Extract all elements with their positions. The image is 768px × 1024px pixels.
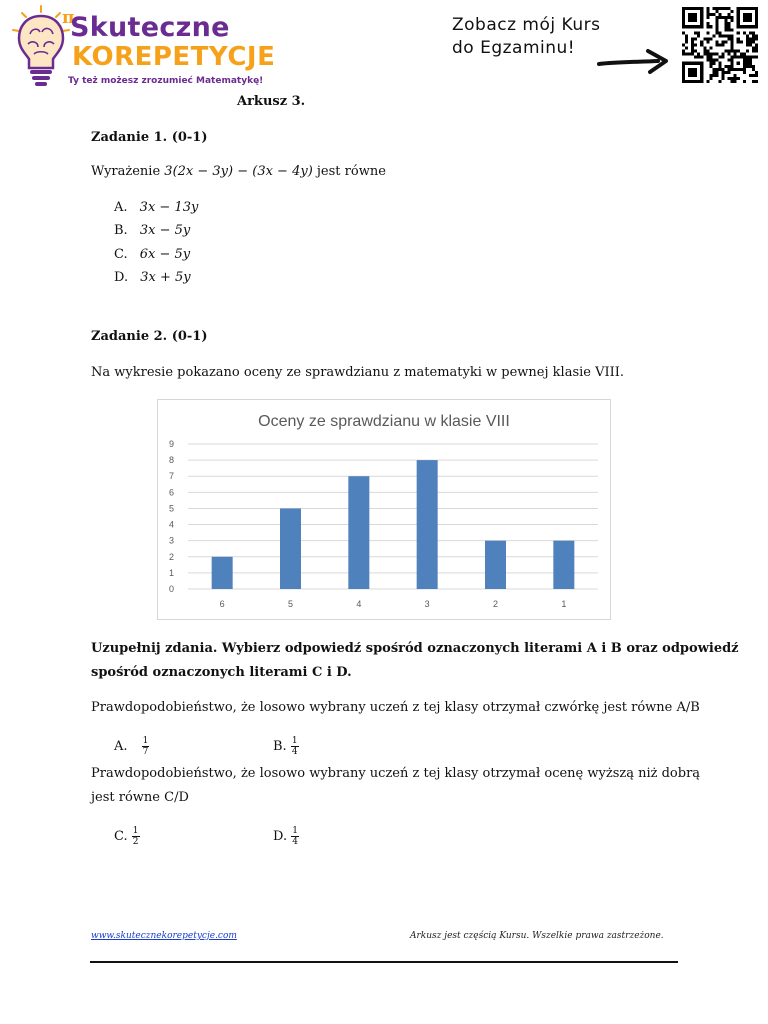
task2-question-2-line-1: Prawdopodobieństwo, że losowo wybrany uczeń z tej klasy otrzymał ocenę wyższą niż dobrą: [91, 766, 701, 781]
qr-module: [728, 65, 731, 68]
option-letter: D.: [114, 270, 129, 285]
qr-module: [755, 56, 758, 59]
qr-module: [743, 53, 746, 56]
qr-module: [752, 80, 755, 83]
qr-module: [725, 71, 728, 74]
numerator: 1: [292, 826, 298, 836]
qr-module: [728, 68, 731, 71]
q1-option-b[interactable]: [273, 736, 299, 757]
qr-module: [715, 43, 718, 46]
qr-module: [728, 16, 731, 19]
qr-module: [737, 40, 740, 43]
grades-bar-chart: [157, 399, 611, 620]
qr-module: [706, 37, 709, 40]
qr-module: [712, 7, 715, 10]
qr-module: [755, 71, 758, 74]
qr-module: [728, 71, 731, 74]
qr-module: [749, 59, 752, 62]
y-tick-label: 9: [169, 439, 175, 449]
qr-module: [700, 56, 703, 59]
qr-module: [712, 71, 715, 74]
qr-module: [731, 34, 734, 37]
qr-module: [682, 53, 685, 56]
qr-module: [709, 25, 712, 28]
qr-module: [746, 40, 749, 43]
bar-grade-5: [280, 508, 301, 589]
qr-module: [709, 47, 712, 50]
option-value: 6x − 5y: [139, 247, 191, 262]
y-tick-label: 0: [169, 584, 175, 594]
qr-module: [725, 16, 728, 19]
qr-module: [722, 68, 725, 71]
qr-module: [712, 53, 715, 56]
qr-module: [725, 50, 728, 53]
brand-name: Skuteczne: [70, 12, 230, 43]
qr-module: [709, 13, 712, 16]
qr-module: [746, 50, 749, 53]
qr-module: [706, 10, 709, 13]
qr-module: [691, 47, 694, 50]
qr-module: [749, 37, 752, 40]
qr-module: [706, 31, 709, 34]
qr-module: [718, 56, 721, 59]
qr-module: [746, 62, 749, 65]
qr-module: [685, 53, 688, 56]
qr-module: [718, 13, 721, 16]
qr-module: [718, 16, 721, 19]
qr-module: [731, 19, 734, 22]
qr-module: [709, 77, 712, 80]
qr-module: [725, 28, 728, 31]
bar-grade-4: [348, 476, 369, 589]
task1-prompt-prefix: Wyrażenie: [91, 164, 161, 179]
qr-module: [694, 50, 697, 53]
qr-module: [685, 34, 688, 37]
qr-module: [746, 37, 749, 40]
qr-module: [749, 65, 752, 68]
qr-module: [703, 47, 706, 50]
qr-module: [712, 13, 715, 16]
qr-module: [731, 37, 734, 40]
qr-module: [709, 56, 712, 59]
chart-gridlines: [188, 444, 598, 589]
qr-module: [718, 62, 721, 65]
qr-module: [725, 7, 728, 10]
website-link[interactable]: www.skutecznekorepetycje.com: [91, 931, 237, 941]
y-tick-label: 6: [169, 487, 175, 498]
qr-module: [688, 68, 697, 77]
qr-module: [712, 68, 715, 71]
qr-module: [722, 34, 725, 37]
qr-module: [691, 40, 694, 43]
qr-module: [709, 74, 712, 77]
qr-module: [709, 53, 712, 56]
qr-module: [731, 77, 734, 80]
task1-option-d[interactable]: [114, 269, 191, 287]
qr-module: [722, 77, 725, 80]
qr-module: [749, 62, 752, 65]
x-tick-label: 6: [219, 599, 225, 609]
qr-module: [715, 22, 718, 25]
bar-grade-2: [485, 541, 506, 589]
denominator: 4: [292, 837, 298, 847]
qr-module: [728, 59, 731, 62]
qr-module: [715, 16, 718, 19]
qr-module: [718, 68, 721, 71]
qr-module: [752, 68, 755, 71]
qr-module: [715, 71, 718, 74]
qr-module: [718, 7, 721, 10]
qr-module: [755, 50, 758, 53]
q2-option-c[interactable]: [114, 826, 140, 847]
qr-module: [752, 74, 755, 77]
q2-option-d[interactable]: [273, 826, 299, 847]
y-tick-label: 4: [169, 519, 175, 530]
qr-module: [718, 31, 721, 34]
qr-module: [731, 28, 734, 31]
qr-module: [752, 47, 755, 50]
qr-module: [728, 25, 731, 28]
option-value: 3x + 5y: [140, 270, 191, 285]
qr-module: [749, 43, 752, 46]
qr-module: [746, 43, 749, 46]
qr-module: [725, 34, 728, 37]
denominator: 2: [132, 837, 139, 847]
qr-module: [691, 53, 694, 56]
y-tick-label: 8: [169, 455, 175, 466]
qr-module: [715, 53, 718, 56]
logo-pi-symbol: π: [62, 8, 75, 28]
qr-module: [682, 31, 685, 34]
qr-module: [715, 40, 718, 43]
qr-module: [755, 43, 758, 46]
qr-module: [703, 50, 706, 53]
qr-module: [734, 53, 737, 56]
qr-module: [743, 31, 746, 34]
qr-module: [752, 37, 755, 40]
option-value: 3x − 13y: [139, 200, 199, 215]
qr-module: [694, 56, 697, 59]
qr-module: [725, 25, 728, 28]
qr-module: [715, 31, 718, 34]
qr-module: [731, 47, 734, 50]
copyright-note: Arkusz jest częścią Kursu. Wszelkie prawa zastrzeżone.: [410, 931, 664, 941]
qr-module: [740, 40, 743, 43]
qr-module: [694, 43, 697, 46]
qr-module: [706, 16, 709, 19]
denominator: 4: [291, 747, 298, 757]
qr-module: [697, 56, 700, 59]
qr-module: [688, 13, 697, 22]
qr-module: [718, 43, 721, 46]
qr-module: [722, 53, 725, 56]
qr-module: [731, 80, 734, 83]
task1-option-a[interactable]: [114, 199, 198, 217]
qr-module: [734, 77, 737, 80]
qr-module: [682, 50, 685, 53]
qr-module: [700, 43, 703, 46]
option-letter: A.: [114, 200, 128, 215]
y-tick-label: 7: [169, 471, 175, 482]
qr-module: [685, 47, 688, 50]
qr-module: [691, 37, 694, 40]
qr-module: [715, 7, 718, 10]
qr-module: [752, 50, 755, 53]
qr-module: [734, 80, 737, 83]
qr-module: [740, 53, 743, 56]
qr-module: [752, 34, 755, 37]
fraction: [291, 736, 299, 757]
qr-module: [734, 50, 737, 53]
qr-module: [725, 40, 728, 43]
qr-module: [709, 62, 712, 65]
y-tick-label: 3: [169, 535, 175, 546]
qr-module: [715, 25, 718, 28]
chart-title: Oceny ze sprawdzianu w klasie VIII: [258, 413, 510, 430]
numerator: 1: [132, 826, 139, 836]
task2-question-2-line-2: jest równe C/D: [91, 790, 189, 805]
task1-prompt-suffix: jest równe: [316, 164, 386, 179]
qr-module: [722, 56, 725, 59]
qr-module: [697, 34, 700, 37]
qr-module: [755, 80, 758, 83]
qr-module: [685, 37, 688, 40]
qr-module: [728, 7, 731, 10]
qr-module: [755, 34, 758, 37]
qr-module: [706, 56, 709, 59]
qr-module: [712, 74, 715, 77]
qr-module: [718, 65, 721, 68]
qr-module: [725, 19, 728, 22]
qr-module: [734, 74, 737, 77]
qr-module: [691, 50, 694, 53]
qr-module: [737, 77, 740, 80]
qr-module: [715, 19, 718, 22]
option-letter: B.: [273, 739, 287, 754]
arrow-right-icon: [596, 46, 676, 78]
qr-module: [728, 37, 731, 40]
qr-module: [725, 22, 728, 25]
task1-prompt: [91, 163, 386, 181]
qr-module: [694, 37, 697, 40]
qr-module: [752, 56, 755, 59]
qr-module: [731, 43, 734, 46]
qr-module: [715, 28, 718, 31]
qr-module: [731, 40, 734, 43]
task2-intro: Na wykresie pokazano oceny ze sprawdzianu z matematyki w pewnej klasie VIII.: [91, 365, 625, 380]
option-value: 3x − 5y: [139, 223, 191, 238]
numerator: 1: [142, 736, 149, 746]
qr-module: [722, 43, 725, 46]
qr-module: [743, 80, 746, 83]
x-tick-label: 4: [356, 599, 362, 609]
qr-module: [694, 31, 697, 34]
y-axis-ticks: [169, 439, 174, 594]
qr-module: [746, 34, 749, 37]
x-tick-label: 2: [492, 599, 499, 609]
qr-module: [685, 40, 688, 43]
qr-module: [728, 50, 731, 53]
qr-module: [709, 59, 712, 62]
course-promo: [452, 14, 600, 60]
qr-module: [746, 56, 749, 59]
option-letter: B.: [114, 223, 128, 238]
qr-module: [728, 28, 731, 31]
promo-line-1: Zobacz mój Kurs: [452, 15, 601, 35]
qr-module: [712, 62, 715, 65]
chart-canvas: [158, 400, 610, 619]
qr-module: [728, 13, 731, 16]
qr-module: [731, 16, 734, 19]
option-letter: C.: [114, 247, 128, 262]
qr-module: [728, 77, 731, 80]
qr-module: [697, 53, 700, 56]
qr-module: [706, 40, 709, 43]
qr-module: [737, 50, 740, 53]
qr-module: [706, 59, 709, 62]
qr-module: [755, 74, 758, 77]
qr-module: [728, 34, 731, 37]
qr-module: [718, 80, 721, 83]
qr-module: [712, 34, 715, 37]
qr-module: [749, 40, 752, 43]
q1-option-a[interactable]: [114, 736, 149, 757]
task2-instruction-line-1: Uzupełnij zdania. Wybierz odpowiedź spośród oznaczonych literami A i B oraz odpowiedź: [91, 641, 739, 656]
qr-module: [715, 10, 718, 13]
qr-module: [700, 40, 703, 43]
x-tick-label: 5: [287, 599, 294, 609]
qr-module: [722, 40, 725, 43]
x-axis-ticks: [220, 599, 567, 609]
task1-option-c[interactable]: [114, 246, 190, 264]
qr-module: [746, 65, 749, 68]
task1-title: Zadanie 1. (0-1): [91, 130, 208, 145]
qr-module: [691, 43, 694, 46]
qr-module: [752, 65, 755, 68]
qr-module: [722, 71, 725, 74]
qr-module: [746, 59, 749, 62]
y-tick-label: 1: [169, 567, 175, 578]
sheet-title: Arkusz 3.: [237, 94, 306, 109]
qr-module: [709, 37, 712, 40]
qr-module: [706, 7, 709, 10]
fraction: [132, 826, 140, 847]
qr-module: [715, 59, 718, 62]
qr-module: [706, 25, 709, 28]
qr-module: [706, 22, 709, 25]
brand-subname: KOREPETYCJE: [72, 42, 276, 72]
qr-module: [749, 74, 752, 77]
qr-module: [718, 34, 721, 37]
task2-title: Zadanie 2. (0-1): [91, 329, 208, 344]
option-letter: A.: [114, 739, 128, 754]
qr-module: [703, 37, 706, 40]
option-letter: C.: [114, 829, 128, 844]
numerator: 1: [291, 736, 298, 746]
qr-module: [755, 37, 758, 40]
qr-module: [731, 50, 734, 53]
x-tick-label: 1: [561, 599, 567, 609]
qr-module: [749, 56, 752, 59]
x-tick-label: 3: [424, 599, 430, 609]
qr-module: [731, 10, 734, 13]
qr-module: [755, 47, 758, 50]
fraction: [291, 826, 299, 847]
task2-instruction-line-2: spośród oznaczonych literami C i D.: [91, 665, 352, 680]
qr-module: [682, 43, 685, 46]
bar-grade-1: [553, 541, 574, 589]
qr-module: [709, 65, 712, 68]
qr-module: [703, 53, 706, 56]
qr-module: [743, 13, 752, 22]
qr-code-icon[interactable]: [682, 7, 758, 83]
qr-module: [737, 37, 740, 40]
qr-module: [743, 71, 746, 74]
qr-module: [715, 68, 718, 71]
y-tick-label: 2: [169, 551, 175, 562]
bar-grade-6: [212, 557, 233, 589]
qr-module: [715, 74, 718, 77]
qr-module: [722, 74, 725, 77]
fraction: [142, 736, 150, 757]
qr-module: [706, 80, 709, 83]
qr-module: [749, 31, 752, 34]
promo-line-2: do Egzaminu!: [452, 38, 576, 58]
qr-module: [706, 13, 709, 16]
qr-module: [737, 31, 740, 34]
y-tick-label: 5: [169, 503, 175, 514]
qr-module: [722, 7, 725, 10]
task1-expression: 3(2x − 3y) − (3x − 4y): [164, 164, 313, 179]
bar-grade-3: [417, 460, 438, 589]
qr-module: [697, 31, 700, 34]
qr-module: [728, 22, 731, 25]
qr-module: [706, 53, 709, 56]
qr-module: [752, 40, 755, 43]
footer-divider: [90, 961, 678, 963]
denominator: 7: [142, 747, 149, 757]
qr-module: [706, 50, 709, 53]
qr-module: [737, 62, 740, 65]
qr-module: [725, 65, 728, 68]
qr-module: [688, 53, 691, 56]
qr-module: [712, 59, 715, 62]
qr-module: [722, 16, 725, 19]
qr-module: [752, 31, 755, 34]
option-letter: D.: [273, 829, 288, 844]
task2-question-1: Prawdopodobieństwo, że losowo wybrany uczeń z tej klasy otrzymał czwórkę jest równe A/B: [91, 700, 700, 715]
qr-module: [728, 53, 731, 56]
task1-option-b[interactable]: [114, 222, 190, 240]
brand-tagline: Ty też możesz zrozumieć Matematykę!: [68, 76, 264, 86]
